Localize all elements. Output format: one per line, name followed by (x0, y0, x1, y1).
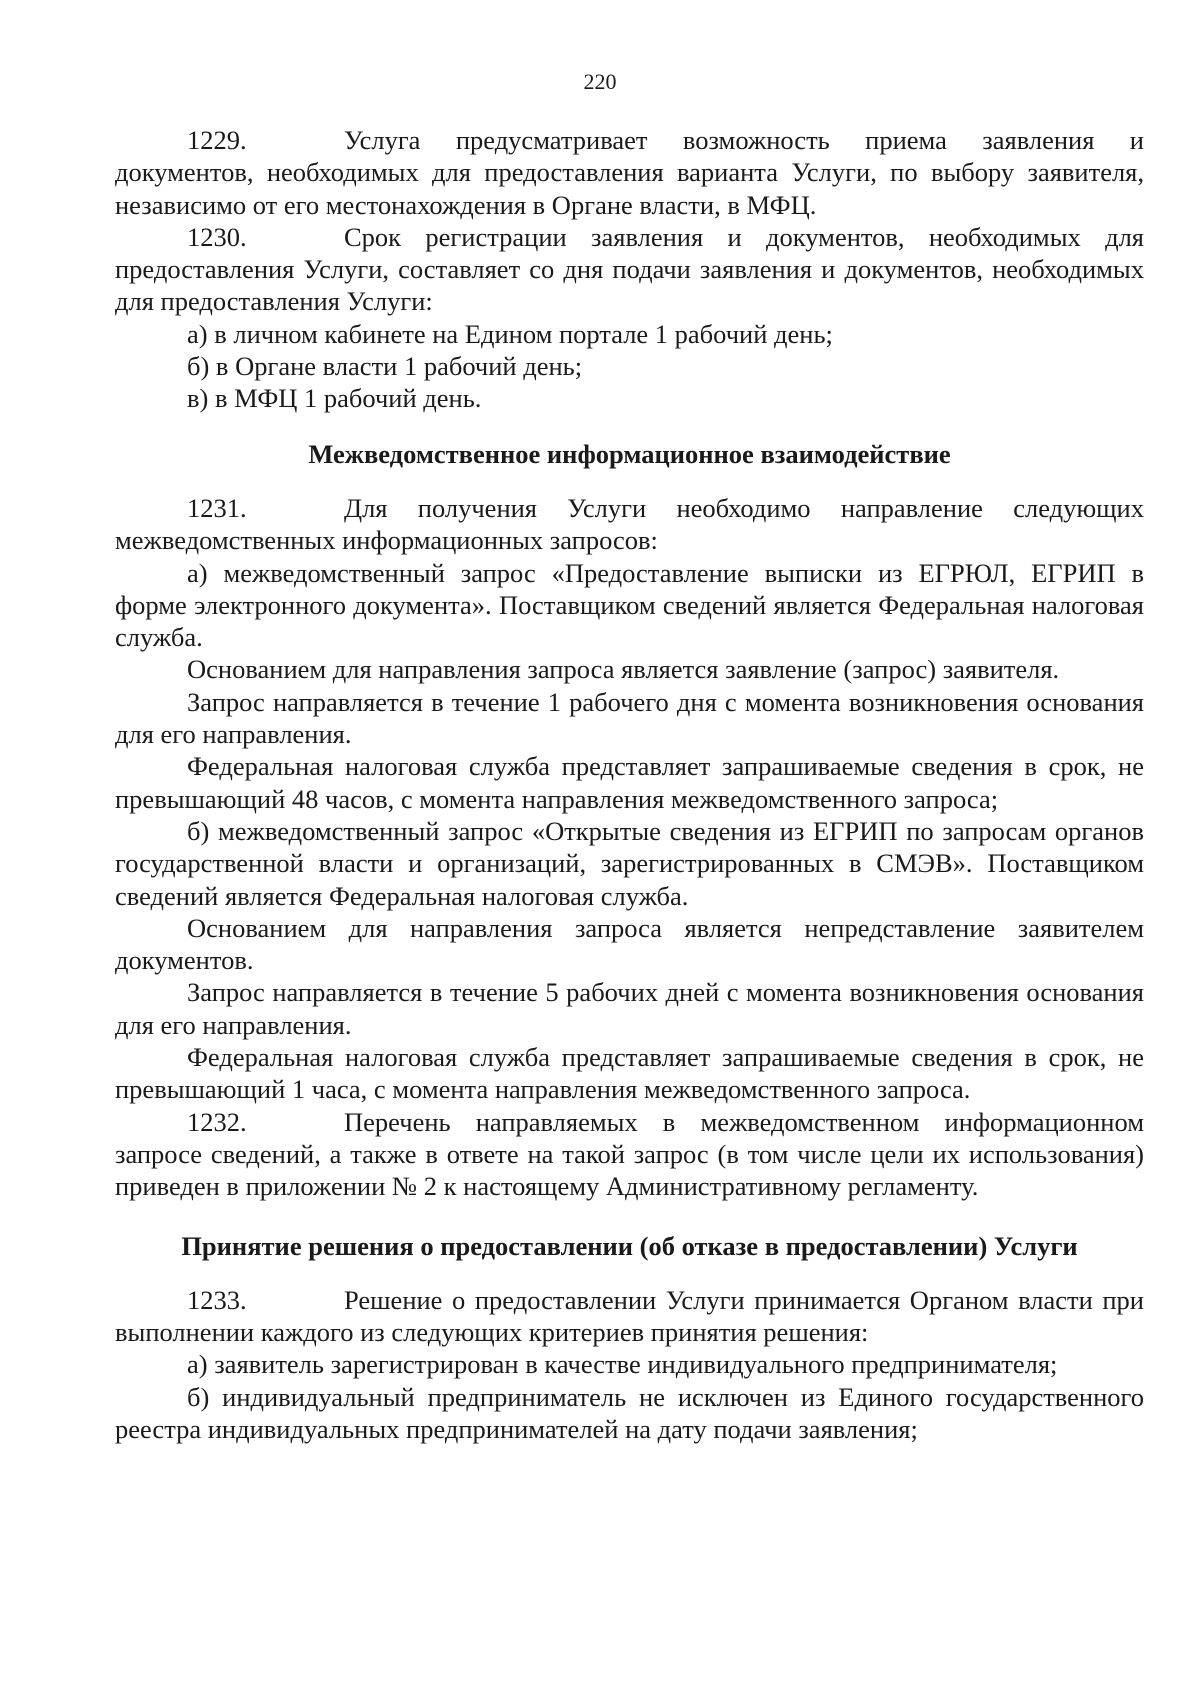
page-number: 220 (583, 69, 617, 94)
clause-1230 (115, 221, 1144, 318)
clause-text: Услуга предусматривает возможность приема заявления и документов, необходимых для предоставления варианта Услуги, по выбору заявителя, независимо от его местонахождения в Органе власти, в МФЦ. (115, 125, 1144, 220)
paragraph: Запрос направляется в течение 1 рабочего дня с момента возникновения основания для его направления. (115, 686, 1144, 750)
section-heading: Межведомственное информационное взаимодействие (308, 438, 951, 469)
clause-number: 1232. (187, 1106, 247, 1137)
clause-1232 (115, 1106, 1144, 1203)
clause-text: Решение о предоставлении Услуги принимается Органом власти при выполнении каждого из следующих критериев принятия решения: (115, 1284, 1144, 1348)
clause-number: 1229. (187, 125, 247, 155)
paragraph: в) в МФЦ 1 рабочий день. (187, 383, 482, 414)
paragraph: а) межведомственный запрос «Предоставление выписки из ЕГРЮЛ, ЕГРИП в форме электронного документа». Поставщиком сведений является Федеральная налоговая служба. (115, 557, 1144, 653)
clause-text: Для получения Услуги необходимо направление следующих межведомственных информационных запросов: (115, 492, 1144, 556)
paragraph: б) индивидуальный предприниматель не исключен из Единого государственного реестра индивидуальных предпринимателей на дату подачи заявления; (115, 1381, 1144, 1444)
clause-text: Перечень направляемых в межведомственном информационном запросе сведений, а также в ответе на такой запрос (в том числе цели их использования) приведен в приложении № 2 к настоящему Административному регламенту. (115, 1106, 1144, 1202)
paragraph: Федеральная налоговая служба представляет запрашиваемые сведения в срок, не превышающий 48 часов, с момента направления межведомственного запроса; (115, 751, 1144, 814)
paragraph: Основанием для направления запроса является непредставление заявителем документов. (115, 912, 1144, 976)
paragraph: а) в личном кабинете на Едином портале 1 рабочий день; (187, 318, 833, 349)
clause-1231 (115, 492, 1144, 557)
section-heading: Принятие решения о предоставлении (об отказе в предоставлении) Услуги (181, 1230, 1078, 1261)
paragraph: Запрос направляется в течение 5 рабочих дней с момента возникновения основания для его направления. (115, 977, 1144, 1040)
clause-number: 1231. (187, 492, 247, 523)
document-body (115, 124, 1144, 1445)
paragraph: б) в Органе власти 1 рабочий день; (187, 351, 583, 382)
clause-number: 1230. (187, 221, 247, 252)
clause-1229 (115, 124, 1144, 221)
paragraph: Основанием для направления запроса является заявление (запрос) заявителя. (187, 654, 1060, 685)
clause-1233 (115, 1284, 1144, 1349)
clause-text: Срок регистрации заявления и документов, необходимых для предоставления Услуги, составляет со дня подачи заявления и документов, необходимых для предоставления Услуги: (115, 221, 1144, 317)
paragraph: а) заявитель зарегистрирован в качестве индивидуального предпринимателя; (187, 1349, 1058, 1380)
clause-number: 1233. (187, 1284, 247, 1315)
paragraph: б) межведомственный запрос «Открытые сведения из ЕГРИП по запросам органов государственной власти и организаций, зарегистрированных в СМЭВ». Поставщиком сведений является Федеральная налоговая служба. (115, 815, 1144, 911)
paragraph: Федеральная налоговая служба представляет запрашиваемые сведения в срок, не превышающий 1 часа, с момента направления межведомственного запроса. (115, 1042, 1144, 1105)
